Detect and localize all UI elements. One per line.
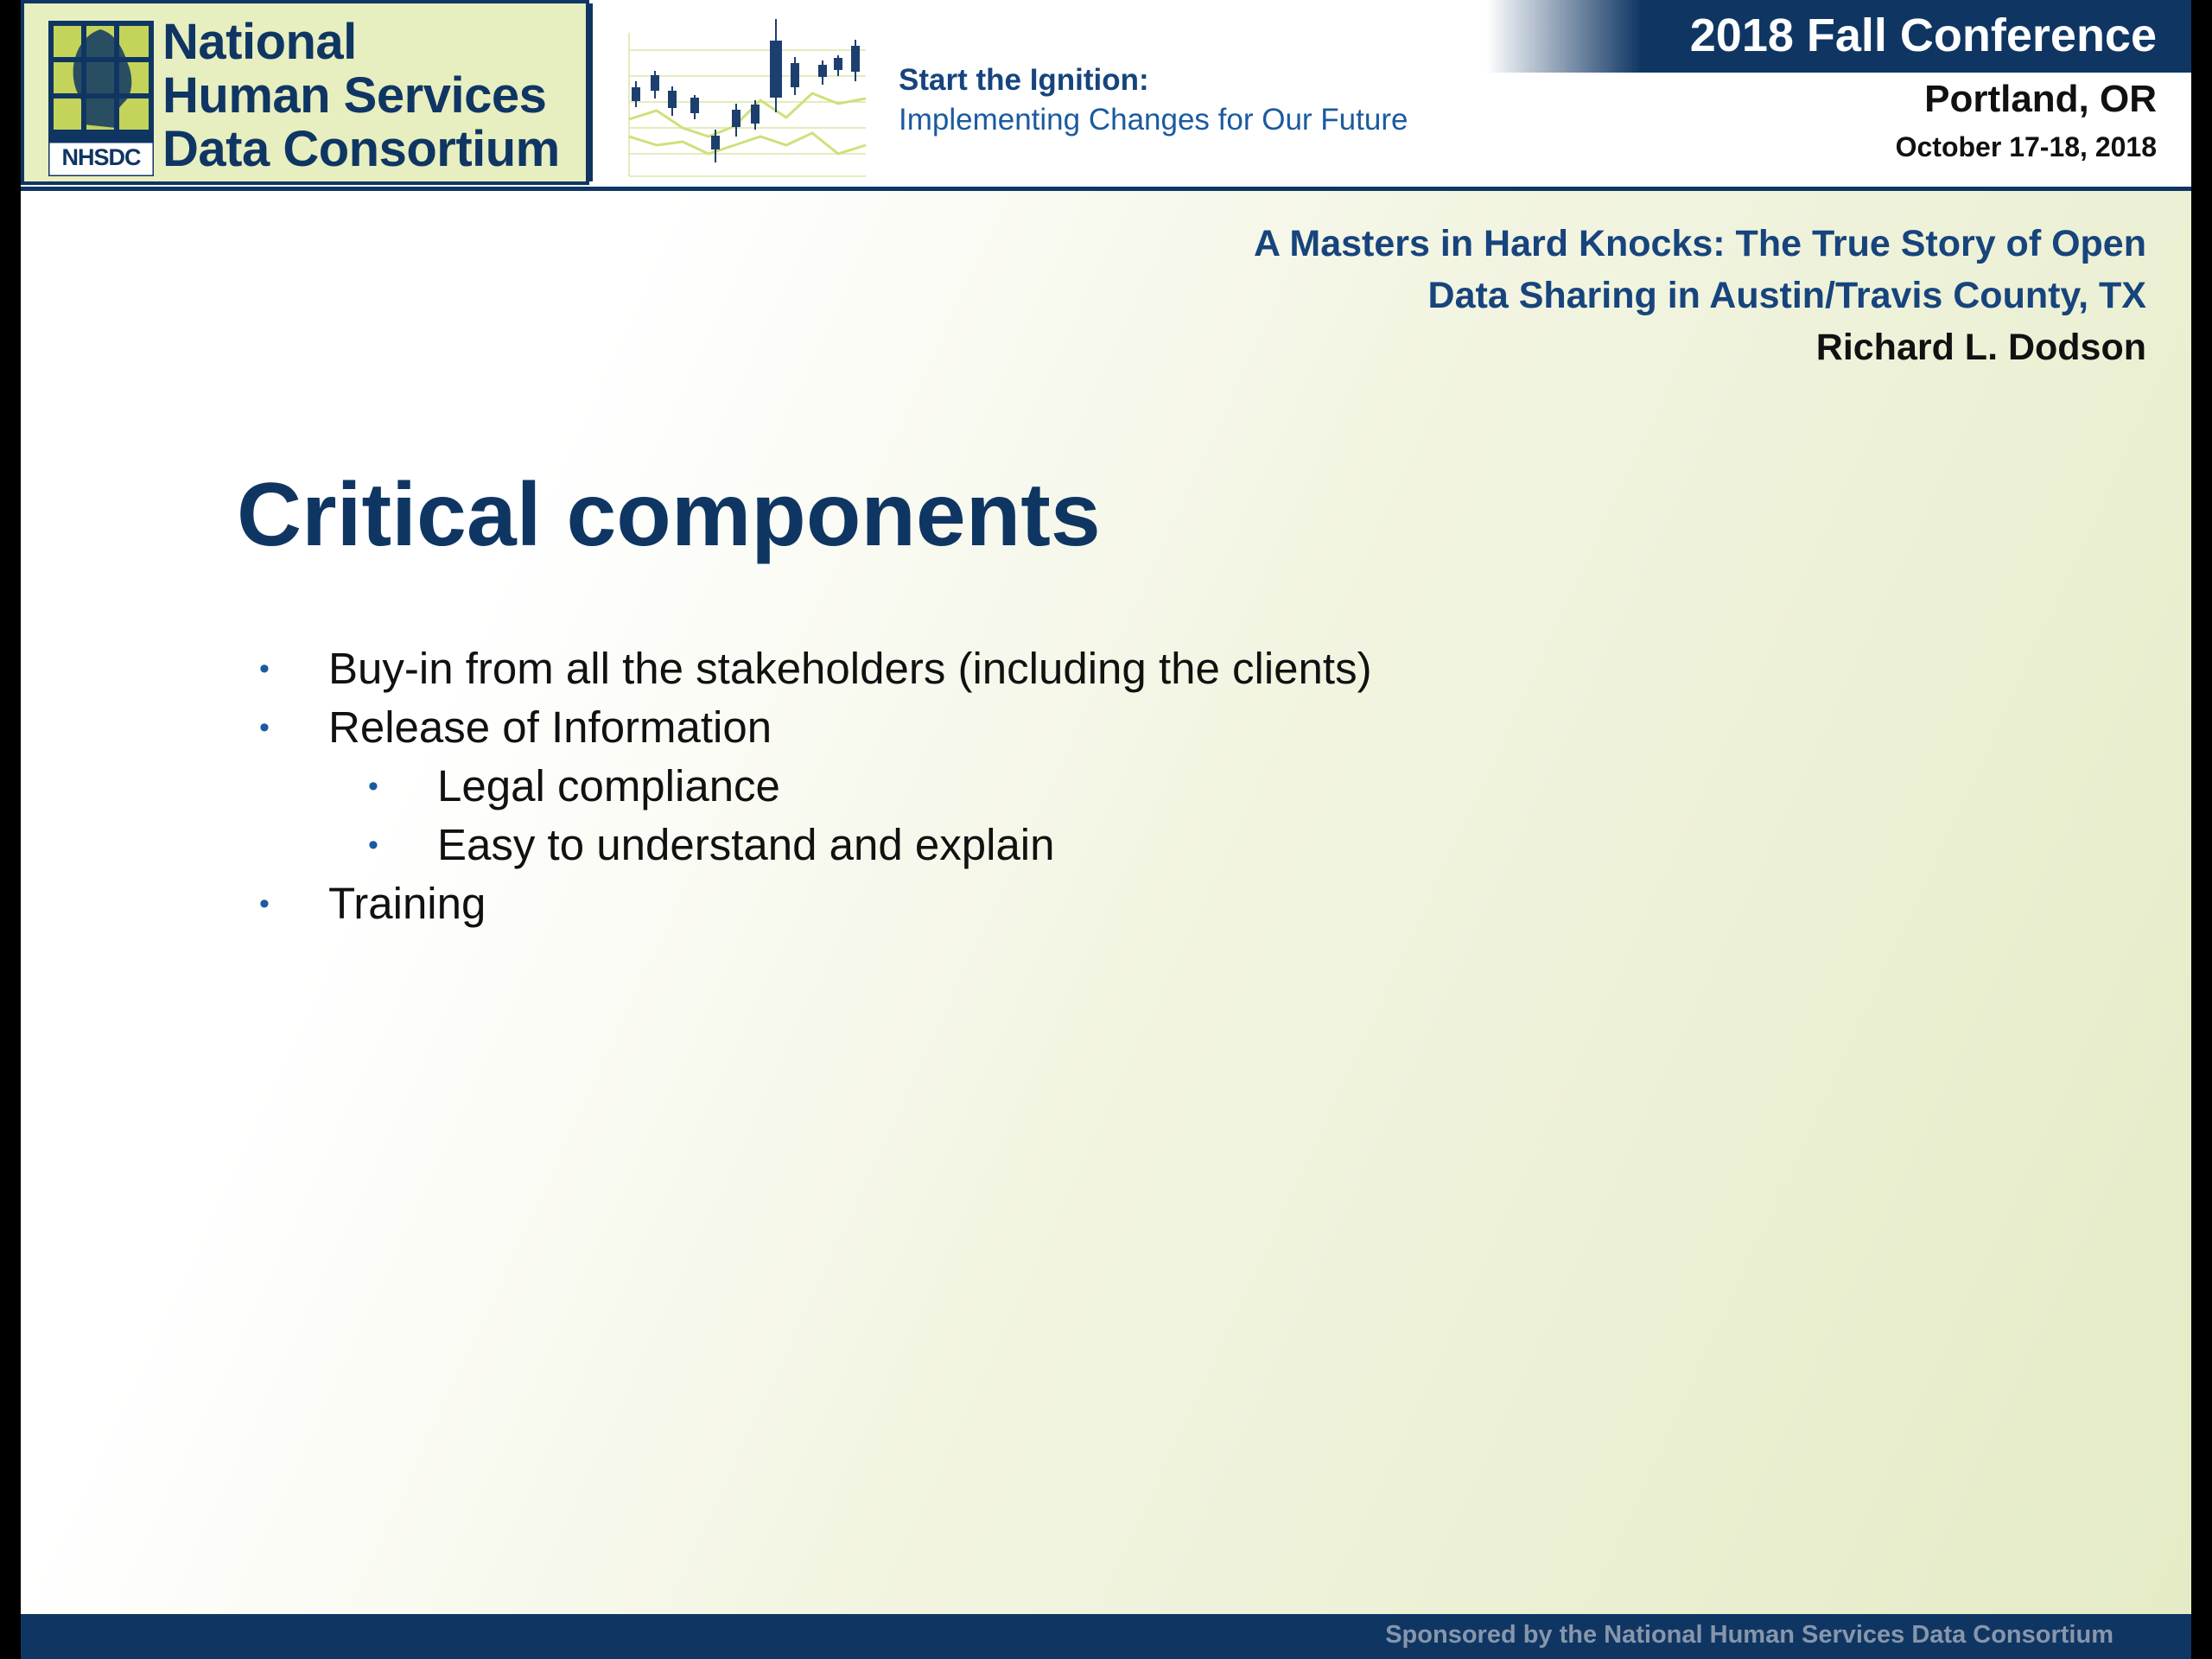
slide-title: Critical components xyxy=(237,465,1101,565)
candlestick-chart-graphic xyxy=(622,16,873,180)
org-name-line: Human Services xyxy=(162,67,547,124)
bullet-text: Legal compliance xyxy=(437,761,780,810)
bullet-icon: • xyxy=(259,887,270,920)
bullet-list xyxy=(237,639,1372,933)
bullet-text: Training xyxy=(328,879,486,928)
conference-title: 2018 Fall Conference xyxy=(1689,10,2157,61)
bullet-text: Buy-in from all the stakeholders (including the clients) xyxy=(328,644,1372,693)
list-item xyxy=(237,698,1372,757)
list-item xyxy=(237,757,1372,816)
org-name xyxy=(162,16,560,176)
tagline-line: Start the Ignition: xyxy=(899,63,1149,97)
talk-info xyxy=(1254,218,2146,373)
nhsdc-logo-text: NHSDC xyxy=(61,144,141,170)
org-logo[interactable] xyxy=(21,0,589,185)
list-item xyxy=(237,639,1372,698)
footer-sponsor-text: Sponsored by the National Human Services Data Consortium xyxy=(1385,1621,2113,1649)
conference-dates: October 17-18, 2018 xyxy=(1895,131,2157,162)
bullet-text: Easy to understand and explain xyxy=(437,820,1055,869)
talk-title-line: A Masters in Hard Knocks: The True Story of Open xyxy=(1254,223,2146,264)
bullet-icon: • xyxy=(259,711,270,744)
conference-title-banner xyxy=(1486,0,2191,73)
footer-band xyxy=(21,1614,2191,1659)
tagline-line: Implementing Changes for Our Future xyxy=(899,103,1408,137)
list-item xyxy=(237,816,1372,874)
talk-title-line: Data Sharing in Austin/Travis County, TX xyxy=(1427,275,2146,316)
list-item xyxy=(237,874,1372,933)
header-band xyxy=(21,0,2191,191)
bullet-icon: • xyxy=(368,770,378,803)
conference-tagline xyxy=(899,60,1408,140)
org-name-line: Data Consortium xyxy=(162,121,560,177)
slide xyxy=(21,0,2191,1659)
bullet-icon: • xyxy=(368,829,378,861)
speaker-name: Richard L. Dodson xyxy=(1815,327,2146,368)
org-name-line: National xyxy=(162,14,357,70)
bullet-text: Release of Information xyxy=(328,702,772,752)
bullet-icon: • xyxy=(259,652,270,685)
conference-location: Portland, OR xyxy=(1924,78,2157,120)
